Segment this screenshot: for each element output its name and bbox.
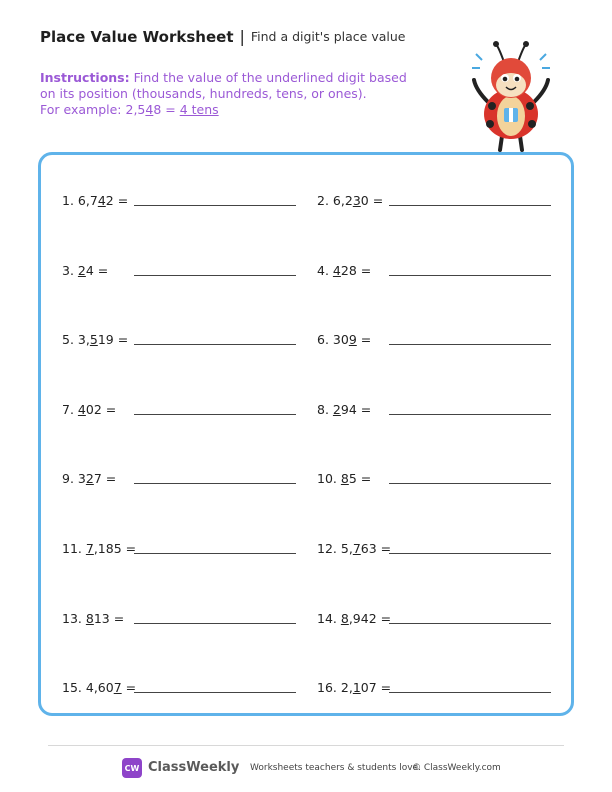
problem-number: 8. [317, 401, 329, 417]
underlined-digit: 7 [85, 541, 94, 556]
problem-digits-after: 94 = [340, 401, 372, 417]
problem-digits-before: 3 [77, 471, 86, 487]
problem-item [62, 188, 128, 208]
problem-number: 14. [317, 610, 337, 626]
underlined-digit: 2 [332, 401, 341, 417]
problem-digits-after: 13 = [93, 610, 125, 626]
example-underlined-digit: 4 [145, 102, 154, 117]
problem-number: 4. [317, 262, 329, 278]
problem-item [62, 606, 124, 626]
problem-label [317, 263, 371, 278]
problem-digits-after: 28 = [340, 262, 372, 278]
problem-label [62, 541, 136, 556]
problem-digits-before: 3, [77, 332, 90, 348]
problem-item [62, 536, 136, 556]
answer-line[interactable] [134, 275, 296, 276]
problem-label [317, 402, 371, 417]
underlined-digit: 2 [77, 262, 86, 278]
answer-line[interactable] [389, 344, 551, 345]
problem-label [62, 402, 116, 417]
problem-digits-before: 30 [332, 332, 349, 348]
worksheet-header [40, 27, 405, 46]
example-prefix: For example: 2,5 [40, 102, 146, 117]
underlined-digit: 8 [340, 471, 349, 487]
problem-item [62, 397, 116, 417]
footer-copyright: © ClassWeekly.com [412, 763, 501, 773]
problem-digits-after: 0 = [360, 193, 384, 208]
answer-line[interactable] [389, 205, 551, 206]
problem-label [317, 332, 371, 347]
problem-item [317, 466, 371, 486]
problem-item [62, 675, 136, 695]
answer-line[interactable] [389, 275, 551, 276]
problem-number: 12. [317, 541, 337, 556]
problem-digits-after: = [356, 332, 372, 348]
instructions-text: Find the value of the underlined digit based on its position (thousands, hundreds, tens, or ones). [40, 70, 407, 101]
problem-digits-after: = [121, 680, 137, 696]
answer-line[interactable] [134, 344, 296, 345]
problem-number: 15. [62, 680, 82, 696]
problem-item [317, 258, 371, 278]
problem-digits-before: 6,7 [77, 193, 98, 208]
problem-number: 3. [62, 262, 74, 278]
problem-digits-after: 7 = [93, 471, 117, 487]
problems-box [38, 152, 574, 716]
problem-number: 9. [62, 471, 74, 487]
underlined-digit: 4 [77, 401, 86, 417]
problem-label [317, 680, 391, 695]
answer-line[interactable] [134, 414, 296, 415]
answer-line[interactable] [389, 483, 551, 484]
problem-item [317, 327, 371, 347]
underlined-digit: 9 [348, 332, 357, 348]
problem-number: 7. [62, 401, 74, 417]
instructions [40, 70, 420, 118]
title-separator: | [239, 27, 245, 46]
underlined-digit: 1 [352, 680, 361, 696]
underlined-digit: 4 [332, 262, 341, 278]
problem-digits-after: 19 = [97, 332, 129, 348]
problem-digits-after: 02 = [85, 401, 117, 417]
problem-digits-before: 5, [340, 541, 353, 556]
classweekly-logo-badge: CW [122, 758, 142, 778]
problem-item [317, 188, 383, 208]
answer-line[interactable] [389, 692, 551, 693]
problem-digits-after: 4 = [85, 262, 109, 278]
underlined-digit: 4 [97, 193, 106, 208]
answer-line[interactable] [134, 205, 296, 206]
problem-item [317, 397, 371, 417]
problem-label [62, 680, 136, 695]
footer-tagline: Worksheets teachers & students love. [250, 763, 421, 773]
problem-label [317, 611, 391, 626]
problem-item [62, 327, 128, 347]
problem-digits-after: ,942 = [348, 610, 392, 626]
problem-digits-before: 4,60 [85, 680, 114, 696]
answer-line[interactable] [134, 553, 296, 554]
worksheet-title: Place Value Worksheet [40, 27, 234, 46]
problem-number: 1. [62, 193, 74, 208]
problem-label [62, 471, 116, 486]
problem-number: 5. [62, 332, 74, 348]
answer-line[interactable] [134, 623, 296, 624]
problem-label [62, 611, 124, 626]
problem-digits-after: 5 = [348, 471, 372, 487]
problem-digits-after: 2 = [105, 193, 129, 208]
problem-digits-after: ,185 = [93, 541, 137, 556]
problem-digits-before: 2, [340, 680, 353, 696]
problem-label [317, 471, 371, 486]
worksheet-subtitle: Find a digit's place value [250, 29, 406, 44]
problem-digits-before: 6,2 [332, 193, 353, 208]
answer-line[interactable] [389, 414, 551, 415]
answer-line[interactable] [134, 692, 296, 693]
example-suffix: 8 = [153, 102, 180, 117]
answer-line[interactable] [389, 553, 551, 554]
footer-divider [48, 745, 564, 746]
ladybug-mascot-icon [466, 40, 556, 154]
classweekly-logo-text: ClassWeekly [148, 760, 240, 775]
problem-number: 16. [317, 680, 337, 696]
problem-label [317, 541, 391, 556]
problem-item [62, 466, 116, 486]
underlined-digit: 8 [85, 610, 94, 626]
problem-label [62, 263, 108, 278]
problem-number: 11. [62, 541, 82, 556]
problem-item [317, 606, 391, 626]
answer-line[interactable] [389, 623, 551, 624]
problem-number: 2. [317, 193, 329, 208]
underlined-digit: 8 [340, 610, 349, 626]
problem-label [317, 193, 383, 208]
problem-item [317, 536, 391, 556]
problem-number: 13. [62, 610, 82, 626]
example-answer: 4 tens [179, 102, 219, 117]
underlined-digit: 5 [89, 332, 98, 348]
instructions-lead: Instructions: [40, 70, 130, 85]
underlined-digit: 3 [352, 193, 361, 208]
problem-item [317, 675, 391, 695]
underlined-digit: 7 [113, 680, 122, 696]
footer [0, 758, 612, 782]
problem-label [62, 193, 128, 208]
problem-number: 6. [317, 332, 329, 348]
problem-digits-after: 07 = [360, 680, 392, 696]
answer-line[interactable] [134, 483, 296, 484]
underlined-digit: 7 [352, 541, 361, 556]
underlined-digit: 2 [85, 471, 94, 487]
problem-label [62, 332, 128, 347]
problem-item [62, 258, 108, 278]
problem-number: 10. [317, 471, 337, 487]
problem-digits-after: 63 = [360, 541, 392, 556]
